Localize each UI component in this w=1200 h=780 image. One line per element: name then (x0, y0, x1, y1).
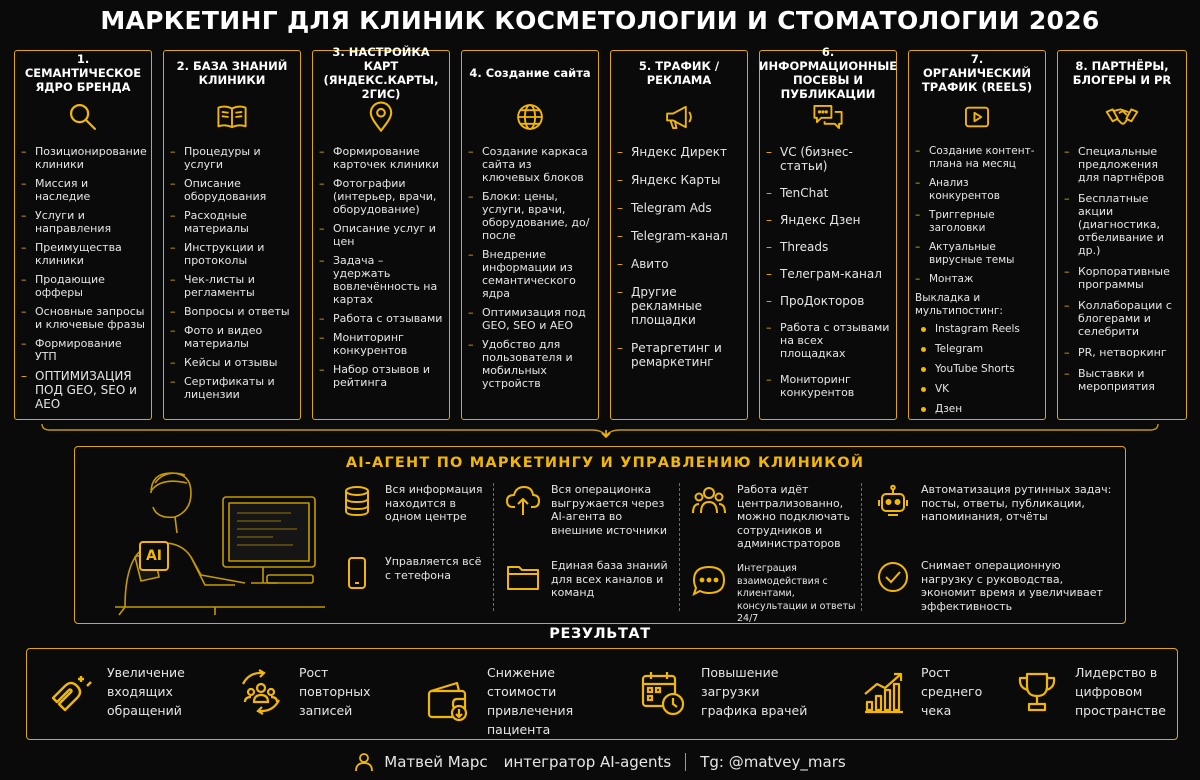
smartphone-icon (339, 555, 375, 591)
ai-feature (875, 483, 1115, 524)
list-item: – Telegram-канал (617, 229, 741, 243)
list-item: – Преимущества клиники (21, 241, 145, 267)
list-item: – Инструкции и протоколы (170, 241, 294, 267)
list-item: – Телеграм-канал (766, 267, 890, 281)
separator (493, 483, 494, 611)
column-organic-reels (908, 50, 1046, 420)
robot-icon (875, 483, 911, 519)
column-heading: 6. ИНФОРМАЦИОННЫЕ ПОСЕВЫ И ПУБЛИКАЦИИ (758, 45, 898, 101)
column-semantic-core (14, 50, 152, 420)
magnifier-icon (21, 89, 145, 145)
result-item (237, 663, 395, 720)
ai-feature-text: Вся информация находится в одном центре (385, 483, 483, 523)
list-item: – Коллаборации с блогерами и селебрити (1064, 299, 1180, 338)
author-contact: Tg: @matvey_mars (700, 753, 846, 771)
result-item (425, 663, 623, 739)
column-heading: 7. ОРГАНИЧЕСКИЙ ТРАФИК (REELS) (921, 52, 1033, 94)
list-item: – Продающие офферы (21, 273, 145, 299)
chat-dots-icon (691, 563, 727, 599)
list-item: – Яндекс Директ (617, 145, 741, 159)
result-item (45, 663, 217, 720)
result-text: Повышение загрузки графика врачей (701, 665, 808, 718)
result-text: Снижение стоимости привлечения пациента (487, 665, 574, 737)
ai-feature (505, 559, 677, 600)
list-item: – ПроДокторов (766, 294, 890, 308)
trophy-icon (1013, 668, 1061, 716)
list-item: – Расходные материалы (170, 209, 294, 235)
list-item: – Описание услуг и цен (319, 222, 443, 248)
list-item: – Яндекс Карты (617, 173, 741, 187)
list-item: – Услуги и направления (21, 209, 145, 235)
ai-feature-text: Работа идёт централизованно, можно подключать сотрудников и администраторов (737, 483, 850, 550)
list-item: – ОПТИМИЗАЦИЯ ПОД GEO, SEO и AEO (21, 369, 145, 411)
column-traffic-ads (610, 50, 748, 420)
team-icon (691, 483, 727, 519)
list-item: – VC (бизнес-статьи) (766, 145, 890, 173)
column-maps-setup (312, 45, 450, 420)
list-item: VK (915, 383, 1039, 396)
ai-feature-text: Единая база знаний для всех каналов и команд (551, 559, 668, 599)
list-item: – Вопросы и ответы (170, 305, 294, 318)
list-item: – Специальные предложения для партнёров (1064, 145, 1180, 184)
column-heading: 8. ПАРТНЁРЫ, БЛОГЕРЫ И PR (1072, 59, 1172, 87)
list-item: – Авито (617, 257, 741, 271)
ai-feature-text: Вся операционка выгружается через AI-агента во внешние источники (551, 483, 668, 537)
ai-feature-text: Интеграция взаимодействия с клиентами, консультации и ответы 24/7 (737, 563, 856, 624)
column-heading: 4. Создание сайта (469, 66, 591, 80)
column-list (468, 145, 592, 390)
list-item: – Формирование УТП (21, 337, 145, 363)
connector-brace (40, 424, 1160, 438)
result-item (639, 663, 817, 720)
column-list (617, 145, 741, 369)
result-text: Рост повторных записей (299, 665, 371, 718)
result-heading: РЕЗУЛЬТАТ (549, 626, 651, 642)
footer (0, 752, 1200, 772)
platform-list (915, 323, 1039, 416)
list-item: – Мониторинг конкурентов (319, 331, 443, 357)
list-item: – Яндекс Дзен (766, 213, 890, 227)
column-heading: 1. СЕМАНТИЧЕСКОЕ ЯДРО БРЕНДА (24, 52, 142, 94)
list-item: – Процедуры и услуги (170, 145, 294, 171)
check-circle-icon (875, 559, 911, 595)
list-item: – Задача – удержать вовлечённость на картах (319, 254, 443, 306)
column-list (170, 145, 294, 401)
handshake-icon (1064, 89, 1180, 145)
list-item: – Работа с отзывами (319, 312, 443, 325)
list-item: – Миссия и наследие (21, 177, 145, 203)
list-item: – Оптимизация под GEO, SEO и AEO (468, 306, 592, 332)
list-item: Telegram (915, 343, 1039, 356)
ai-badge: AI (139, 541, 169, 571)
list-item: – Набор отзывов и рейтинга (319, 363, 443, 389)
list-item: – Внедрение информации из семантического ядра (468, 248, 592, 300)
repeat-people-icon (237, 668, 285, 716)
ai-feature (505, 483, 677, 537)
column-website (461, 50, 599, 420)
ai-agent-panel (74, 446, 1126, 624)
separator (679, 483, 680, 611)
column-list (915, 145, 1039, 286)
column-list (319, 145, 443, 389)
calendar-clock-icon (639, 668, 687, 716)
list-item: – Позиционирование клиники (21, 145, 145, 171)
list-item: – Бесплатные акции (диагностика, отбеливание и др.) (1064, 192, 1180, 257)
book-icon (170, 89, 294, 145)
list-item: – Фото и видео материалы (170, 324, 294, 350)
list-item: – Актуальные вирусные темы (915, 241, 1039, 267)
list-item: – Работа с отзывами на всех площадках (766, 321, 890, 360)
list-item: – Ретаргетинг и ремаркетинг (617, 341, 741, 369)
page-title: МАРКЕТИНГ ДЛЯ КЛИНИК КОСМЕТОЛОГИИ И СТОМАТОЛОГИИ 2026 (100, 6, 1100, 35)
list-item: – Фотографии (интерьер, врачи, оборудование) (319, 177, 443, 216)
column-heading: 3. НАСТРОЙКА КАРТ (ЯНДЕКС.КАРТЫ, 2ГИС) (323, 45, 439, 101)
list-item: – Основные запросы и ключевые фразы (21, 305, 145, 331)
column-partners-pr (1057, 50, 1187, 420)
result-text: Рост среднего чека (921, 665, 983, 718)
ai-feature (691, 563, 859, 626)
column-list (21, 145, 145, 411)
database-icon (339, 483, 375, 519)
list-item: Дзен (915, 403, 1039, 416)
list-item: – Удобство для пользователя и мобильных устройств (468, 338, 592, 390)
author-name: Матвей Марс (384, 753, 488, 771)
list-item: – Описание оборудования (170, 177, 294, 203)
list-item: – Сертификаты и лицензии (170, 375, 294, 401)
wallet-icon (425, 677, 473, 725)
list-item: – Создание контент-плана на месяц (915, 145, 1039, 171)
cloud-upload-icon (505, 483, 541, 519)
ai-feature (339, 483, 489, 524)
ai-feature-text: Снимает операционную нагрузку с руководства, экономит время и увеличивает эффективность (921, 559, 1103, 613)
list-item: – Чек-листы и регламенты (170, 273, 294, 299)
separator (861, 483, 862, 611)
list-item: – Блоки: цены, услуги, врачи, оборудование, до/после (468, 190, 592, 242)
ai-feature (875, 559, 1115, 613)
growth-chart-icon (859, 668, 907, 716)
folder-icon (505, 559, 541, 595)
megaphone-icon (617, 89, 741, 145)
column-list (1064, 145, 1180, 393)
list-item: – PR, нетворкинг (1064, 346, 1180, 359)
list-item: – Мониторинг конкурентов (766, 373, 890, 399)
ai-agent-title: AI-АГЕНТ ПО МАРКЕТИНГУ И УПРАВЛЕНИЮ КЛИНИКОЙ (345, 455, 865, 471)
result-item (1013, 663, 1175, 720)
ai-feature-text: Автоматизация рутинных задач: посты, ответы, публикации, напоминания, отчёты (921, 483, 1112, 523)
column-heading: 2. БАЗА ЗНАНИЙ КЛИНИКИ (176, 59, 288, 87)
list-item: – Формирование карточек клиники (319, 145, 443, 171)
result-item (859, 663, 981, 720)
list-item: – Кейсы и отзывы (170, 356, 294, 369)
column-publications (758, 45, 898, 420)
magnet-icon (45, 668, 93, 716)
list-item: – TenChat (766, 186, 890, 200)
list-item: – Анализ конкурентов (915, 177, 1039, 203)
list-item: – Корпоративные программы (1064, 265, 1180, 291)
list-item: – Монтаж (915, 273, 1039, 286)
result-text: Лидерство в цифровом пространстве (1075, 665, 1166, 718)
video-play-icon (915, 89, 1039, 145)
column-heading: 5. ТРАФИК / РЕКЛАМА (638, 59, 720, 87)
ai-feature-text: Управляется всё с тетефона (385, 555, 482, 582)
column-list (766, 145, 890, 399)
list-item: – Триггерные заголовки (915, 209, 1039, 235)
results-panel (26, 648, 1178, 740)
ai-feature (339, 555, 489, 591)
ai-feature (691, 483, 859, 551)
list-item: – Другие рекламные площадки (617, 285, 741, 327)
list-item: – Telegram Ads (617, 201, 741, 215)
author-role: интегратор AI-agents (503, 753, 672, 771)
ai-illustration (95, 457, 335, 615)
footer-divider (685, 753, 686, 771)
list-item: – Создание каркаса сайта из ключевых блоков (468, 145, 592, 184)
result-text: Увеличение входящих обращений (107, 665, 185, 718)
user-icon (354, 752, 374, 772)
list-item: – Выставки и мероприятия (1064, 367, 1180, 393)
column-knowledge-base (163, 50, 301, 420)
list-item: Instagram Reels (915, 323, 1039, 336)
globe-icon (468, 89, 592, 145)
multiposting-label: Выкладка и мультипостинг: (915, 292, 1003, 317)
list-item: YouTube Shorts (915, 363, 1039, 376)
list-item: – Threads (766, 240, 890, 254)
